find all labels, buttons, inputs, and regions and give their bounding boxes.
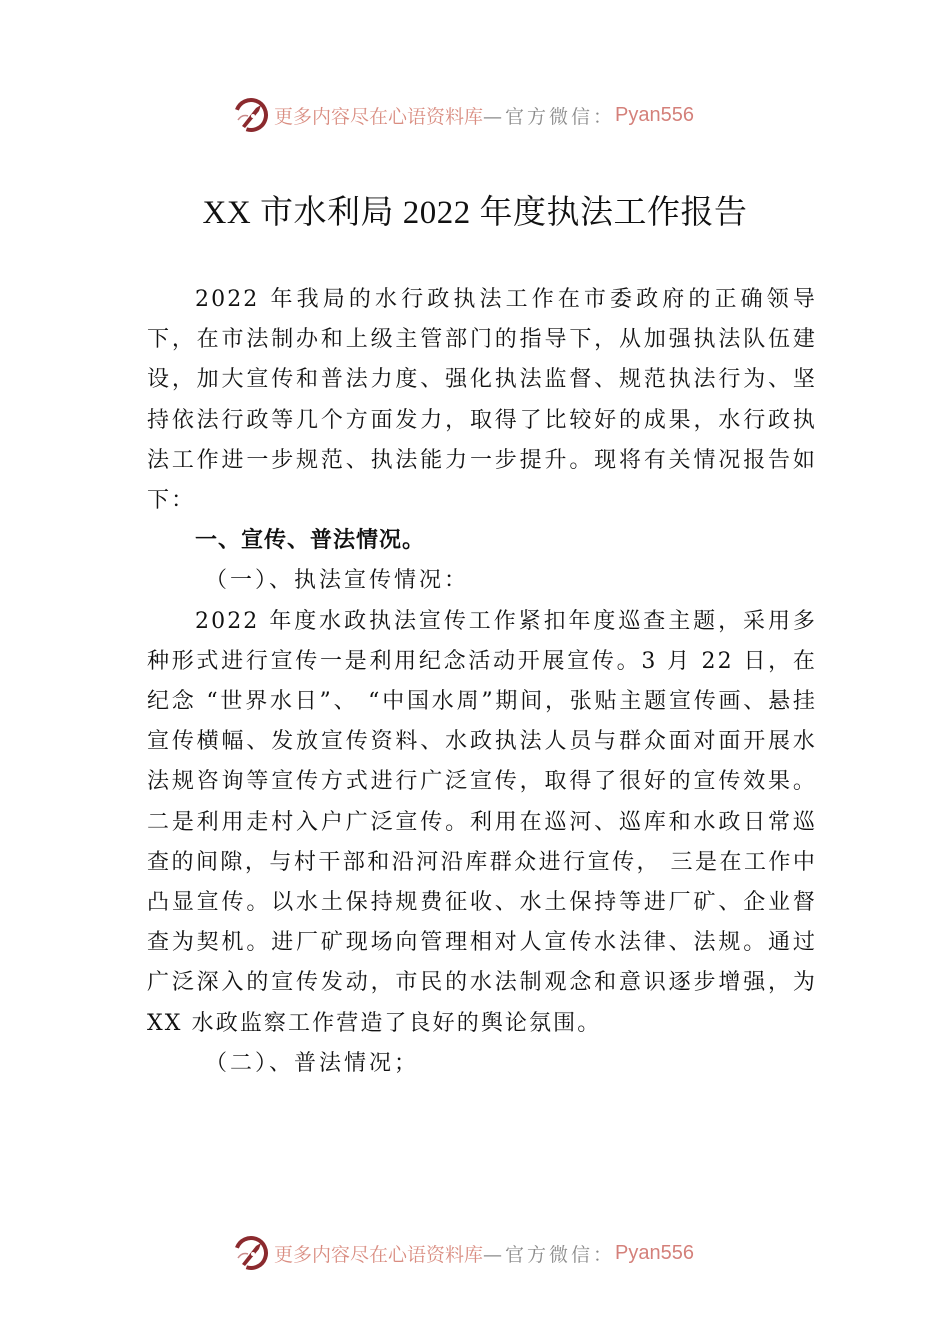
footer-watermark [232,1231,694,1275]
document-body [147,280,817,1084]
quill-pen-logo-icon [232,96,270,134]
watermark-wechat-label: —官方微信： [483,105,616,128]
watermark-promo-text: 更多内容尽在心语资料库 [274,105,484,128]
quill-pen-logo-icon [232,1234,270,1272]
section-heading-1: 一、宣传、普法情况。 [195,528,426,554]
subsection-heading-2: （二）、普法情况； [205,1050,420,1076]
subsection-heading-1: （一）、执法宣传情况： [205,568,470,594]
watermark-wechat-id: Pyan556 [615,1241,694,1264]
watermark-wechat-label: —官方微信： [483,1243,616,1266]
header-watermark [232,93,694,137]
watermark-wechat-id: Pyan556 [615,103,694,126]
watermark-promo-text: 更多内容尽在心语资料库 [274,1243,484,1266]
intro-paragraph: 2022 年我局的水行政执法工作在市委政府的正确领导下，在市法制办和上级主管部门的指导下，从加强执法队伍建设，加大宣传和普法力度、强化执法监督、规范执法行为、坚持依法行政等几个方面发力，取得了比较好的成果，水行政执法工作进一步规范、执法能力一步提升。现将有关情况报告如下： [147,287,817,514]
document-title: XX 市水利局 2022 年度执法工作报告 [202,195,748,231]
subsection-1-paragraph: 2022 年度水政执法宣传工作紧扣年度巡查主题，采用多种形式进行宣传一是利用纪念活动开展宣传。3 月 22 日，在纪念 “世界水日”、 “中国水周”期间，张贴主题宣传画、悬挂宣传横幅、发放宣传资料、水政执法人员与群众面对面开展水法规咨询等宣传方式进行广泛宣传，取得了很好的宣传效果。二是利用走村入户广泛宣传。利用在巡河、巡库和水政日常巡查的间隙，与村干部和沿河沿库群众进行宣传， 三是在工作中凸显宣传。以水土保持规费征收、水土保持等进厂矿、企业督查为契机。进厂矿现场向管理相对人宣传水法律、法规。通过广泛深入的宣传发动，市民的水法制观念和意识逐步增强，为 XX 水政监察工作营造了良好的舆论氛围。 [147,608,817,1036]
